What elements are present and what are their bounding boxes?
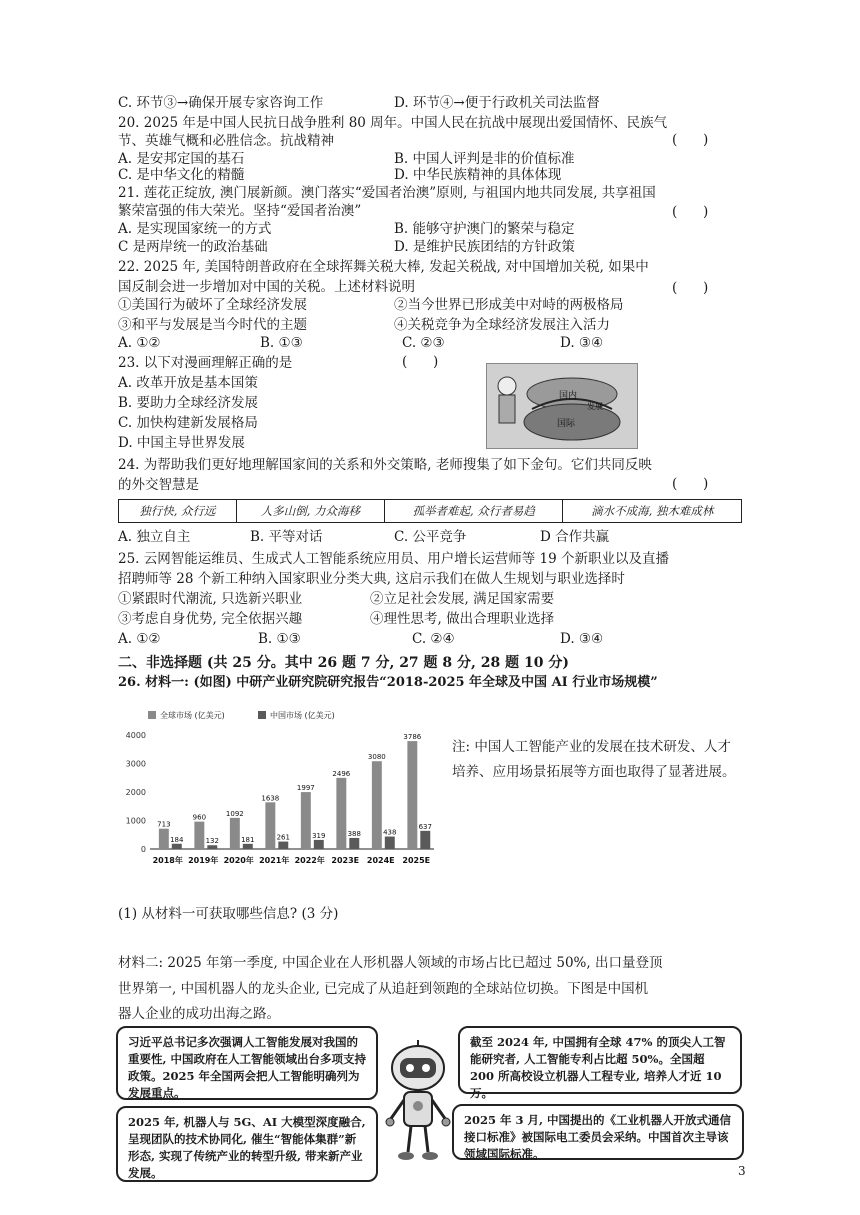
info-box-talent: 截至 2024 年, 中国拥有全球 47% 的顶尖人工智能研究者, 人工智能专利占比超 50%。全国超 200 所高校设立机器人工程专业, 培养人才近 10 万。 — [458, 1026, 742, 1094]
q26-material2-line2: 世界第一, 中国机器人的龙头企业, 已完成了从追赶到领跑的全球站位切换。下图是中国机 — [118, 981, 649, 997]
q23-option-a: A. 改革开放是基本国策 — [118, 375, 258, 391]
bar-value-label: 181 — [241, 835, 255, 844]
bar — [407, 741, 417, 849]
q24-proverb-table — [118, 499, 742, 523]
robot-icon — [378, 1040, 458, 1180]
bar — [301, 792, 311, 849]
proverb-cell: 孤举者难起, 众行者易趋 — [384, 500, 563, 523]
legend-swatch — [258, 711, 266, 719]
q22-option-a: A. ①② — [118, 335, 161, 351]
y-tick-label: 1000 — [125, 816, 146, 826]
q26-subquestion-1: (1) 从材料一可获取哪些信息? (3 分) — [118, 906, 339, 922]
q20-stem-line2: 节、英雄气概和必胜信念。抗战精神 — [118, 133, 334, 149]
q24-option-a: A. 独立自主 — [118, 529, 191, 545]
q21-answer-paren: ( ) — [672, 204, 709, 220]
q19-option-c: C. 环节③→确保开展专家咨询工作 — [118, 95, 324, 111]
bar-value-label: 3786 — [403, 733, 422, 742]
q25-option-b: B. ①③ — [258, 631, 301, 647]
q20-option-c: C. 是中华文化的精髓 — [118, 167, 245, 183]
q26-material1: 26. 材料一: (如图) 中研产业研究院研究报告“2018-2025 年全球及中国 AI 行业市场规模” — [118, 675, 658, 690]
q26-note: 注: 中国人工智能产业的发展在技术研发、人才培养、应用场景拓展等方面也取得了显著进展。 — [452, 739, 736, 780]
q22-statement-3: ③和平与发展是当今时代的主题 — [118, 317, 307, 333]
bar — [336, 778, 346, 849]
q25-stem-line1: 25. 云网智能运维员、生成式人工智能系统应用员、用户增长运营师等 19 个新职业以及直播 — [118, 551, 670, 567]
q23-option-b: B. 要助力全球经济发展 — [118, 395, 259, 411]
bar-value-label: 713 — [157, 820, 171, 829]
q24-stem-line1: 24. 为帮助我们更好地理解国家间的关系和外交策略, 老师搜集了如下金句。它们共同反映 — [118, 457, 652, 473]
proverb-cell: 人多山倒, 力众海移 — [236, 500, 384, 523]
robot-illustration — [378, 1040, 458, 1180]
info-box-policy: 习近平总书记多次强调人工智能发展对我国的重要性, 中国政府在人工智能领域出台多项支持政策。2025 年全国两会把人工智能明确列为发展重点。 — [116, 1026, 378, 1100]
q23-answer-paren: ( ) — [402, 354, 439, 370]
x-tick-label: 2018年 — [152, 856, 183, 865]
x-tick-label: 2019年 — [188, 856, 219, 865]
info-box-standard: 2025 年 3 月, 中国提出的《工业机器人开放式通信接口标准》被国际电工委员会采纳。中国首次主导该领域国际标准。 — [452, 1104, 744, 1160]
bar — [278, 842, 288, 849]
proverb-cell: 滴水不成海, 独木难成林 — [563, 500, 742, 523]
bar-value-label: 1092 — [225, 809, 244, 818]
bar-value-label: 1638 — [261, 794, 280, 803]
q24-option-b: B. 平等对话 — [250, 529, 323, 545]
q21-stem-line1: 21. 莲花正绽放, 澳门展新颜。澳门落实“爱国者治澳”原则, 与祖国内地共同发展, 共享祖国 — [118, 185, 656, 201]
cartoon-label-domestic: 国内 — [559, 391, 578, 401]
q24-option-d: D 合作共赢 — [540, 529, 610, 545]
q25-option-a: A. ①② — [118, 631, 161, 647]
bar — [420, 831, 430, 849]
bar-value-label: 438 — [383, 828, 397, 837]
legend-label: 中国市场 (亿美元) — [270, 711, 335, 720]
y-tick-label: 4000 — [125, 731, 146, 740]
q25-stem-line2: 招聘师等 28 个新工种纳入国家职业分类大典, 这启示我们在做人生规划与职业选择时 — [118, 571, 625, 587]
bar-value-label: 388 — [347, 829, 361, 838]
q20-answer-paren: ( ) — [672, 132, 709, 148]
bar — [194, 822, 204, 849]
q25-statement-1: ①紧跟时代潮流, 只选新兴职业 — [118, 591, 303, 607]
cartoon-label-international: 国际 — [557, 419, 576, 429]
legend-label: 全球市场 (亿美元) — [160, 711, 225, 720]
bar-value-label: 3080 — [367, 753, 386, 762]
bar-value-label: 132 — [205, 837, 219, 846]
q24-answer-paren: ( ) — [672, 476, 709, 492]
q22-statement-4: ④关税竞争为全球经济发展注入活力 — [394, 317, 610, 333]
q24-stem-line2: 的外交智慧是 — [118, 477, 199, 493]
q22-option-c: C. ②③ — [402, 335, 445, 351]
q20-option-a: A. 是安邦定国的基石 — [118, 151, 245, 167]
legend-swatch — [148, 711, 156, 719]
q21-option-d: D. 是维护民族团结的方针政策 — [394, 239, 575, 255]
proverb-cell: 独行快, 众行远 — [119, 500, 237, 523]
bar-value-label: 1997 — [296, 784, 315, 793]
q22-statement-2: ②当今世界已形成美中对峙的两极格局 — [394, 297, 624, 313]
q21-option-b: B. 能够守护澳门的繁荣与稳定 — [394, 221, 575, 237]
q25-option-d: D. ③④ — [560, 631, 604, 647]
bar — [159, 829, 169, 849]
bar — [265, 802, 275, 849]
q21-option-c: C 是两岸统一的政治基础 — [118, 239, 268, 255]
bar — [172, 844, 182, 849]
x-tick-label: 2020年 — [223, 856, 254, 865]
ai-market-chart — [118, 707, 438, 877]
x-tick-label: 2024E — [366, 856, 395, 865]
q22-option-b: B. ①③ — [260, 335, 303, 351]
bar-value-label: 319 — [312, 831, 326, 840]
bar-value-label: 184 — [170, 835, 184, 844]
y-tick-label: 3000 — [125, 759, 146, 769]
bar-value-label: 261 — [276, 833, 290, 842]
q22-statement-1: ①美国行为破坏了全球经济发展 — [118, 297, 307, 313]
ai-market-chart-svg — [118, 707, 438, 877]
bar — [372, 761, 382, 849]
q20-option-b: B. 中国人评判是非的价值标准 — [394, 151, 575, 167]
q25-statement-3: ③考虑自身优势, 完全依据兴趣 — [118, 611, 303, 627]
bar-value-label: 2496 — [332, 769, 351, 778]
bar — [243, 844, 253, 849]
q23-cartoon-image — [486, 363, 638, 449]
bar-value-label: 637 — [418, 822, 432, 831]
q21-option-a: A. 是实现国家统一的方式 — [118, 221, 272, 237]
cartoon-label-development: 发展 — [587, 402, 603, 411]
y-tick-label: 0 — [140, 845, 146, 854]
x-tick-label: 2021年 — [259, 856, 290, 865]
y-tick-label: 2000 — [125, 788, 146, 797]
q26-material2-line1: 材料二: 2025 年第一季度, 中国企业在人形机器人领域的市场占比已超过 50%, 出口量登顶 — [118, 955, 663, 971]
q23-option-c: C. 加快构建新发展格局 — [118, 415, 258, 431]
q20-stem-line1: 20. 2025 年是中国人民抗日战争胜利 80 周年。中国人民在抗战中展现出爱国情怀、民族气 — [118, 115, 668, 131]
info-box-technology: 2025 年, 机器人与 5G、AI 大模型深度融合, 呈现团队的技术协同化, 催生“智能体集群”新形态, 实现了传统产业的转型升级, 带来新产业发展。 — [116, 1106, 378, 1182]
cartoon-drawing — [487, 364, 637, 448]
q20-option-d: D. 中华民族精神的具体体现 — [394, 167, 562, 183]
bar — [385, 837, 395, 849]
q23-stem: 23. 以下对漫画理解正确的是 — [118, 355, 293, 371]
q25-statement-2: ②立足社会发展, 满足国家需要 — [370, 591, 555, 607]
q19-option-d: D. 环节④→便于行政机关司法监督 — [394, 95, 600, 111]
q22-option-d: D. ③④ — [560, 335, 604, 351]
x-tick-label: 2025E — [402, 856, 431, 865]
q22-stem-line2: 国反制会进一步增加对中国的关税。上述材料说明 — [118, 279, 415, 295]
q25-statement-4: ④理性思考, 做出合理职业选择 — [370, 611, 555, 627]
q26-material2-line3: 器人企业的成功出海之路。 — [118, 1006, 280, 1022]
bar — [349, 838, 359, 849]
bar-value-label: 960 — [192, 813, 207, 822]
section-heading-nonchoice: 二、非选择题 (共 25 分。其中 26 题 7 分, 27 题 8 分, 28 题 10 分) — [118, 655, 569, 671]
bar — [230, 818, 240, 849]
page-number: 3 — [738, 1164, 746, 1178]
q24-option-c: C. 公平竞争 — [394, 529, 467, 545]
x-tick-label: 2022年 — [294, 856, 325, 865]
x-tick-label: 2023E — [331, 856, 360, 865]
q25-option-c: C. ②④ — [412, 631, 455, 647]
q21-stem-line2: 繁荣富强的伟大荣光。坚持“爱国者治澳” — [118, 203, 362, 219]
q23-option-d: D. 中国主导世界发展 — [118, 435, 245, 451]
bar — [207, 845, 217, 849]
bar — [314, 840, 324, 849]
q22-answer-paren: ( ) — [672, 280, 709, 296]
q22-stem-line1: 22. 2025 年, 美国特朗普政府在全球挥舞关税大棒, 发起关税战, 对中国增加关税, 如果中 — [118, 259, 649, 275]
